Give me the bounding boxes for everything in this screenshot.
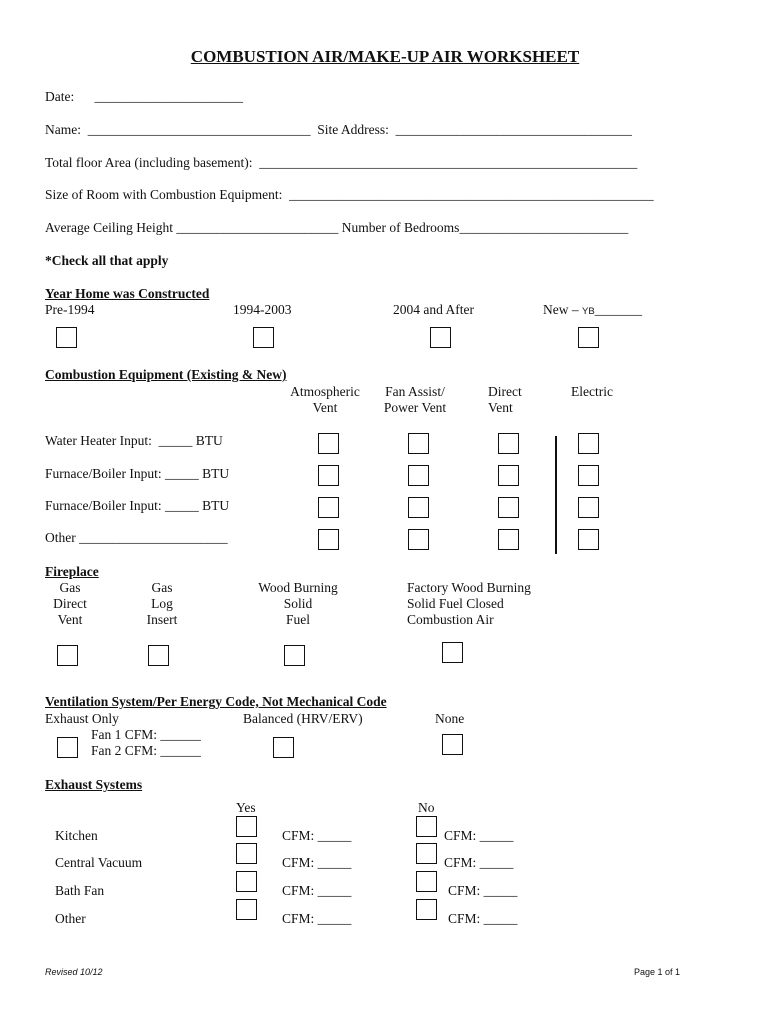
other-cfm-yes[interactable]: CFM: _____ xyxy=(282,911,352,926)
checkbox-balanced[interactable] xyxy=(273,737,294,758)
kitchen-cfm-yes[interactable]: CFM: _____ xyxy=(282,828,352,843)
ceiling-bedrooms-field[interactable]: Average Ceiling Height ________________________ Number of Bedrooms_________________________ xyxy=(45,220,629,235)
row-furnace-1: Furnace/Boiler Input: _____ BTU xyxy=(45,466,230,481)
checkbox-furnace1-electric[interactable] xyxy=(578,465,599,486)
yb-label: YB xyxy=(582,306,595,317)
fireplace-option-gas-direct-vent: Gas Direct Vent xyxy=(53,580,87,627)
other-cfm-no[interactable]: CFM: _____ xyxy=(448,911,518,926)
checkbox-2004-after[interactable] xyxy=(430,327,451,348)
check-all-note: *Check all that apply xyxy=(45,253,169,268)
column-direct-vent: Direct Vent xyxy=(488,384,522,415)
yes-column-label: Yes xyxy=(236,800,256,815)
page-title: COMBUSTION AIR/MAKE-UP AIR WORKSHEET xyxy=(190,47,580,66)
none-label: None xyxy=(435,711,465,726)
checkbox-fireplace-factory-wood[interactable] xyxy=(442,642,463,663)
checkbox-fireplace-gas-direct-vent[interactable] xyxy=(57,645,78,666)
checkbox-exhaust-only[interactable] xyxy=(57,737,78,758)
fireplace-option-factory-wood: Factory Wood Burning Solid Fuel Closed Combustion Air xyxy=(407,580,531,627)
ventilation-heading: Ventilation System/Per Energy Code, Not Mechanical Code xyxy=(45,694,387,709)
kitchen-cfm-no[interactable]: CFM: _____ xyxy=(444,828,514,843)
exhaust-heading: Exhaust Systems xyxy=(45,777,143,792)
fan2-cfm-field[interactable]: Fan 2 CFM: ______ xyxy=(91,743,201,758)
checkbox-furnace2-electric[interactable] xyxy=(578,497,599,518)
row-water-heater: Water Heater Input: _____ BTU xyxy=(45,433,223,448)
checkbox-bath-fan-yes[interactable] xyxy=(236,871,257,892)
checkbox-vacuum-no[interactable] xyxy=(416,843,437,864)
year-option-pre-1994: Pre-1994 xyxy=(45,302,95,317)
fireplace-option-gas-log-insert: Gas Log Insert xyxy=(146,580,178,627)
equipment-divider xyxy=(555,436,557,554)
checkbox-other-power-vent[interactable] xyxy=(408,529,429,550)
checkbox-furnace1-atmospheric[interactable] xyxy=(318,465,339,486)
checkbox-new[interactable] xyxy=(578,327,599,348)
fireplace-option-wood-burning: Wood Burning Solid Fuel xyxy=(258,580,338,627)
checkbox-fireplace-wood-burning[interactable] xyxy=(284,645,305,666)
row-other: Other ______________________ xyxy=(45,530,228,545)
year-option-new: New – YB_______ xyxy=(543,302,642,317)
exhaust-row-other: Other xyxy=(55,911,86,926)
exhaust-row-kitchen: Kitchen xyxy=(55,828,98,843)
checkbox-furnace2-power-vent[interactable] xyxy=(408,497,429,518)
checkbox-other-no[interactable] xyxy=(416,899,437,920)
vacuum-cfm-yes[interactable]: CFM: _____ xyxy=(282,855,352,870)
exhaust-row-central-vacuum: Central Vacuum xyxy=(55,855,143,870)
year-option-1994-2003: 1994-2003 xyxy=(233,302,292,317)
checkbox-furnace1-direct-vent[interactable] xyxy=(498,465,519,486)
column-atmospheric-vent: Atmospheric Vent xyxy=(290,384,360,415)
checkbox-furnace1-power-vent[interactable] xyxy=(408,465,429,486)
checkbox-water-heater-electric[interactable] xyxy=(578,433,599,454)
checkbox-other-atmospheric[interactable] xyxy=(318,529,339,550)
bath-fan-cfm-yes[interactable]: CFM: _____ xyxy=(282,883,352,898)
floor-area-field[interactable]: Total floor Area (including basement): ________________________________________________________ xyxy=(45,155,638,170)
checkbox-furnace2-atmospheric[interactable] xyxy=(318,497,339,518)
year-heading: Year Home was Constructed xyxy=(45,286,210,301)
room-size-field[interactable]: Size of Room with Combustion Equipment: ______________________________________________________ xyxy=(45,187,654,202)
balanced-label: Balanced (HRV/ERV) xyxy=(243,711,363,726)
fireplace-heading: Fireplace xyxy=(45,564,99,579)
no-column-label: No xyxy=(418,800,435,815)
checkbox-other-electric[interactable] xyxy=(578,529,599,550)
column-electric: Electric xyxy=(571,384,613,399)
fan1-cfm-field[interactable]: Fan 1 CFM: ______ xyxy=(91,727,201,742)
bath-fan-cfm-no[interactable]: CFM: _____ xyxy=(448,883,518,898)
equipment-heading: Combustion Equipment (Existing & New) xyxy=(45,367,287,382)
date-field[interactable]: Date: ______________________ xyxy=(45,89,243,104)
checkbox-fireplace-gas-log-insert[interactable] xyxy=(148,645,169,666)
checkbox-1994-2003[interactable] xyxy=(253,327,274,348)
page-number: Page 1 of 1 xyxy=(634,967,681,977)
checkbox-none[interactable] xyxy=(442,734,463,755)
exhaust-only-label: Exhaust Only xyxy=(45,711,119,726)
checkbox-bath-fan-no[interactable] xyxy=(416,871,437,892)
checkbox-water-heater-direct-vent[interactable] xyxy=(498,433,519,454)
checkbox-kitchen-no[interactable] xyxy=(416,816,437,837)
year-option-2004-after: 2004 and After xyxy=(393,302,474,317)
checkbox-other-direct-vent[interactable] xyxy=(498,529,519,550)
checkbox-kitchen-yes[interactable] xyxy=(236,816,257,837)
checkbox-pre-1994[interactable] xyxy=(56,327,77,348)
checkbox-vacuum-yes[interactable] xyxy=(236,843,257,864)
revised-note: Revised 10/12 xyxy=(45,967,103,977)
name-site-address-field[interactable]: Name: _________________________________ Site Address: ___________________________________ xyxy=(45,122,632,137)
row-furnace-2: Furnace/Boiler Input: _____ BTU xyxy=(45,498,230,513)
checkbox-water-heater-power-vent[interactable] xyxy=(408,433,429,454)
column-power-vent: Fan Assist/ Power Vent xyxy=(383,384,447,415)
checkbox-furnace2-direct-vent[interactable] xyxy=(498,497,519,518)
exhaust-row-bath-fan: Bath Fan xyxy=(55,883,105,898)
vacuum-cfm-no[interactable]: CFM: _____ xyxy=(444,855,514,870)
checkbox-other-yes[interactable] xyxy=(236,899,257,920)
checkbox-water-heater-atmospheric[interactable] xyxy=(318,433,339,454)
